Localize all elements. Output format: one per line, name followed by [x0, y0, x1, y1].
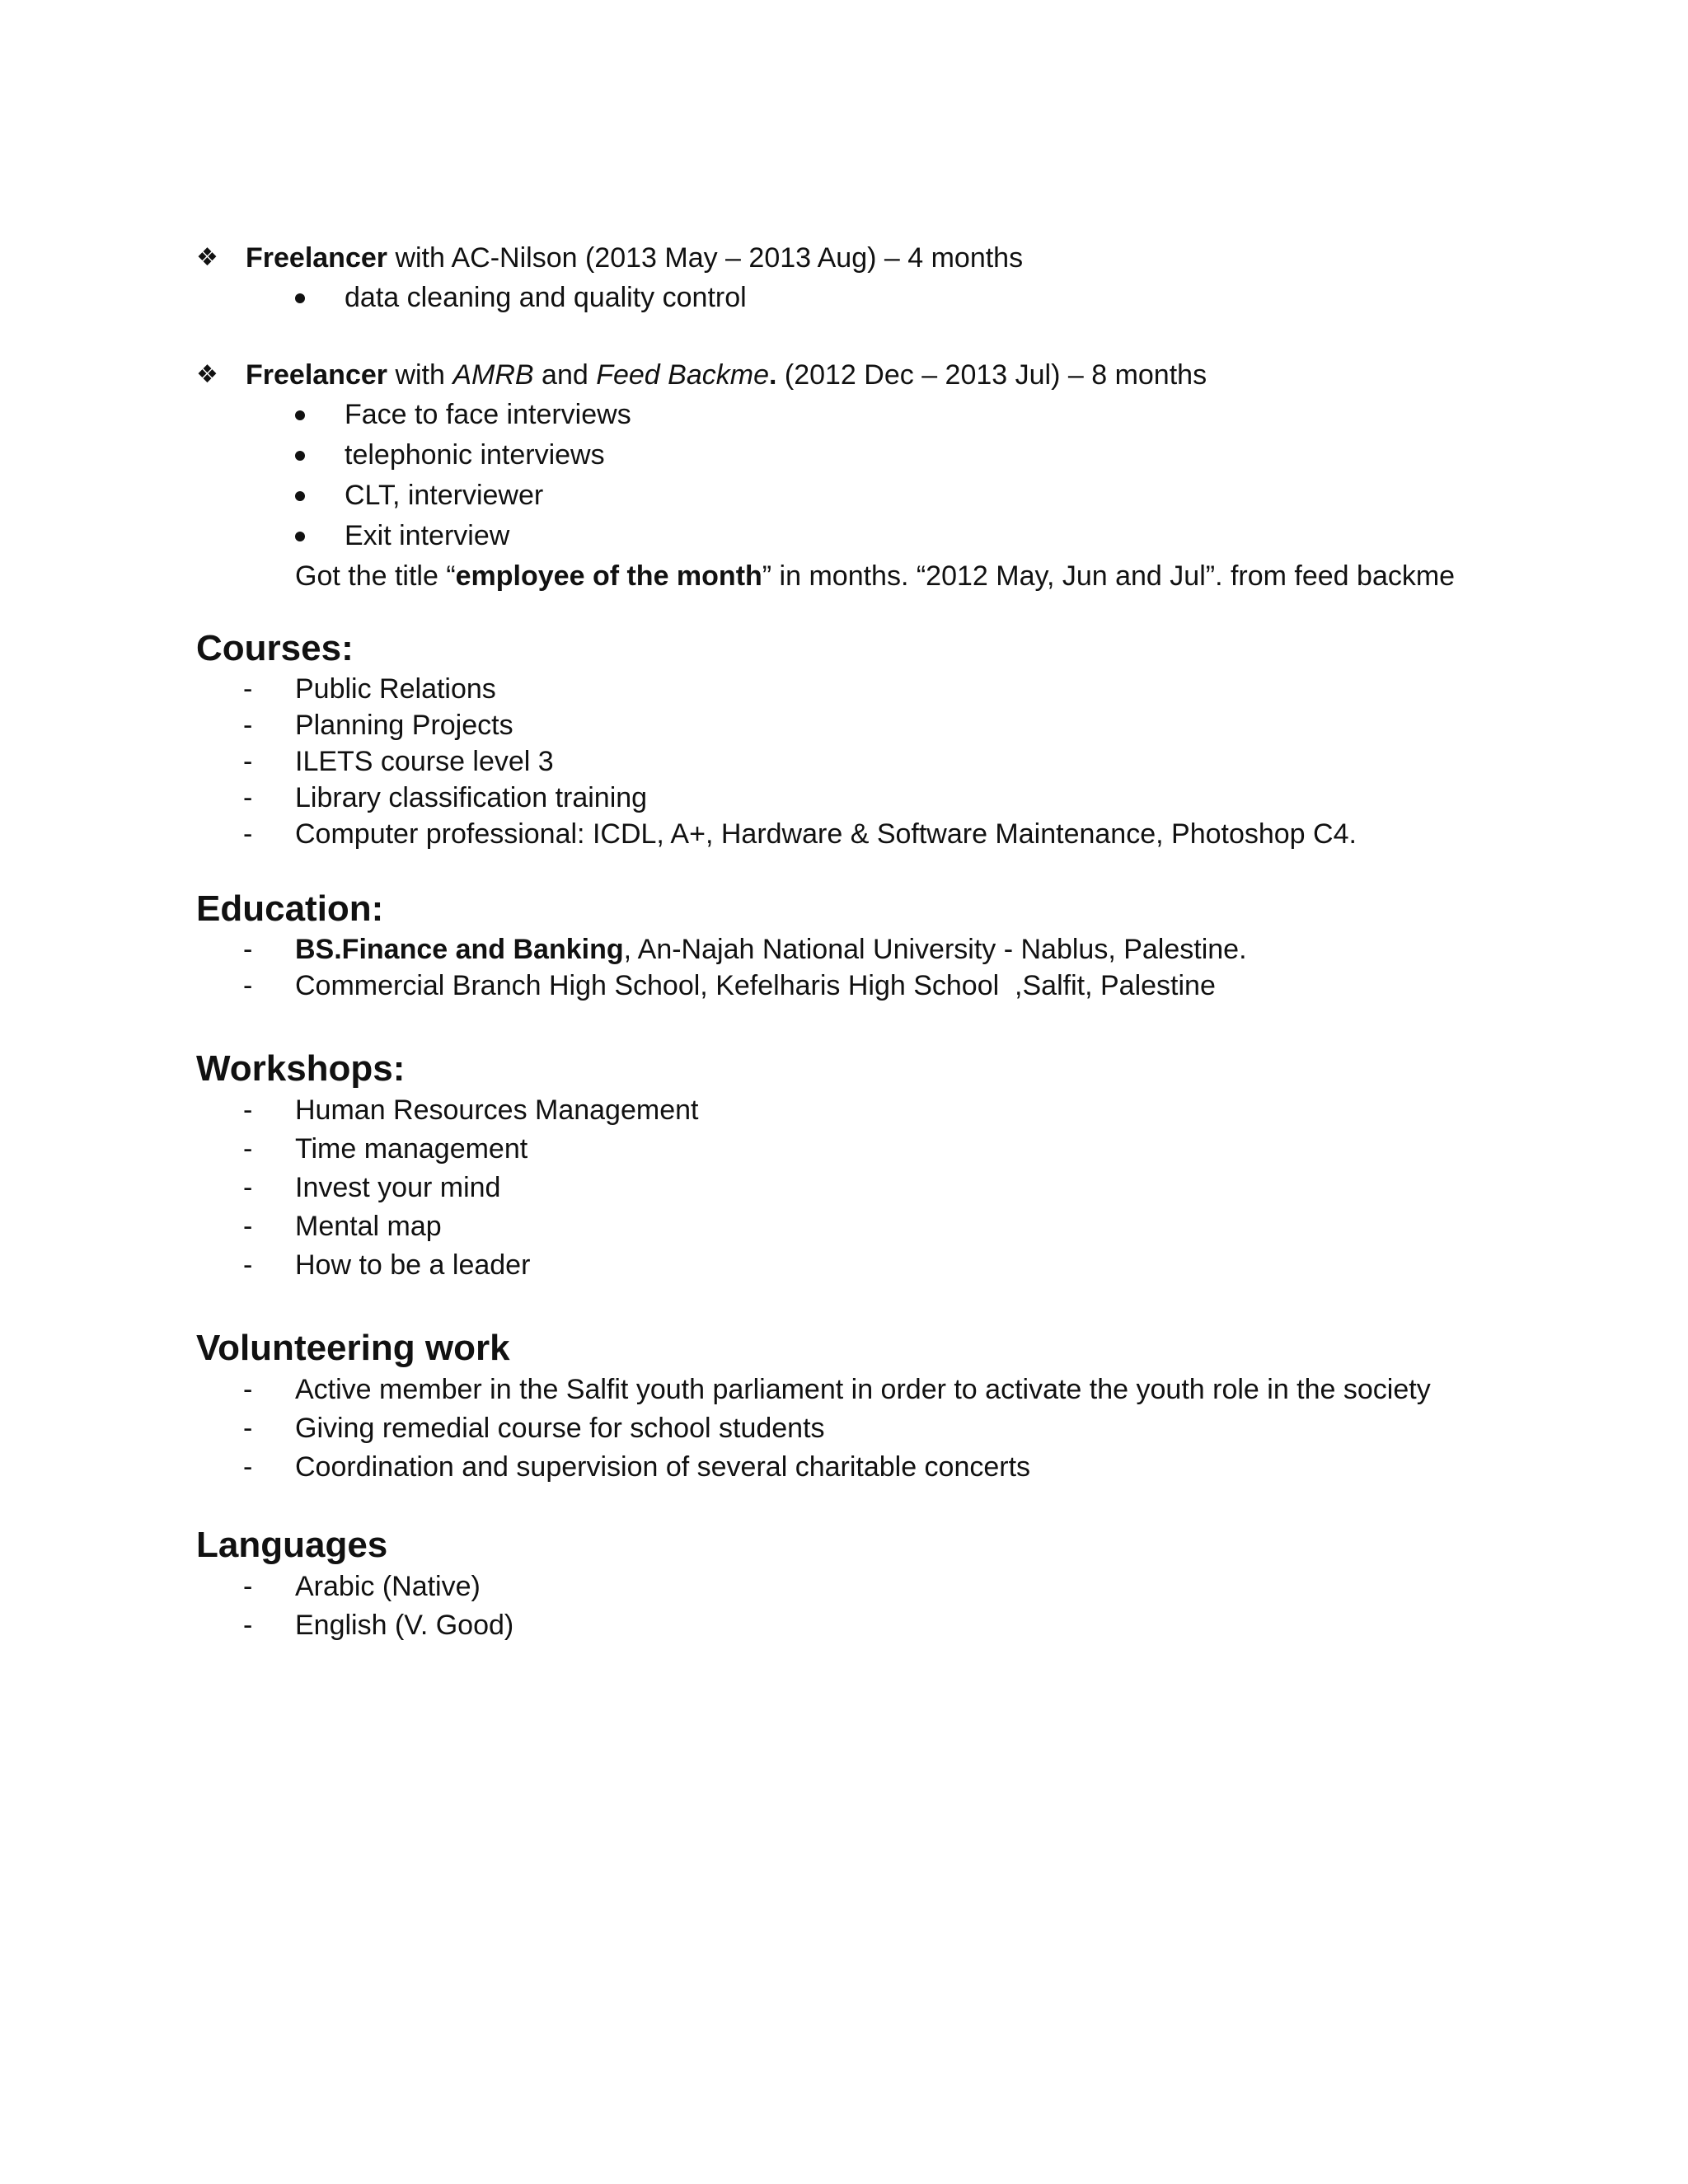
volunteering-section — [196, 1326, 1431, 1487]
list-item: - Coordination and supervision of several charitable concerts — [243, 1451, 1031, 1483]
list-item: - Invest your mind — [243, 1172, 501, 1203]
list-item: - Mental map — [243, 1211, 442, 1242]
resume-page: ❖ Freelancer with AC-Nilson (2013 May – 2013 Aug) – 4 months data cleaning and quality control ❖ Freelancer with AMRB and Feed Backme. (2012 Dec – 2013 Jul) – 8 months Face to face interviews telephonic interviews CLT, interviewer Exit interview Got the title “employee of the month” in months. “2012 May, Jun and Jul”. from feed backme Courses: - Public Relations - Planning Projects - ILETS course level 3 - Library classification training - Computer professional: ICDL, A+, Hardware & Software Maintenance, Photoshop C4. Education: - BS.Finance and Banking, An-Najah National University - Nablus, Palestine. - Commercial Branch High School, Kefelharis High School ,Salfit, Palestine Workshops: - Human Resources Management - Time management - Invest your mind - Mental map - How to be a leader Volunteering work - Active member in the Salfit youth parliament in order to activate the youth role in the society - Giving remedial course for school students - Coordination and supervision of several charitable concerts Languages - Arabic (Native) - English (V. Good) — [0, 0, 1688, 2184]
list-item: - English (V. Good) — [243, 1610, 514, 1641]
list-item: - Active member in the Salfit youth parliament in order to activate the youth role in the society — [243, 1374, 1431, 1405]
list-item: - Planning Projects — [243, 710, 513, 741]
list-item: - How to be a leader — [243, 1249, 531, 1281]
job-heading: Freelancer with AMRB and Feed Backme. (2012 Dec – 2013 Jul) – 8 months — [246, 359, 1207, 391]
section-title: Volunteering work — [196, 1328, 510, 1368]
list-item: - Human Resources Management — [243, 1094, 699, 1126]
list-item: - BS.Finance and Banking, An-Najah National University - Nablus, Palestine. — [243, 934, 1247, 965]
list-item: - Commercial Branch High School, Kefelharis High School ,Salfit, Palestine — [243, 970, 1216, 1001]
bullet-dot-icon — [295, 410, 305, 420]
bullet-dot-icon — [295, 451, 305, 461]
section-title: Workshops: — [196, 1048, 406, 1089]
workshops-section — [196, 1047, 699, 1285]
list-item: - Time management — [243, 1133, 528, 1165]
award-note: Got the title “employee of the month” in months. “2012 May, Jun and Jul”. from feed backme — [295, 560, 1456, 592]
languages-section — [196, 1523, 514, 1645]
section-title: Education: — [196, 888, 384, 929]
section-title: Courses: — [196, 628, 354, 668]
diamond-bullet-icon: ❖ — [196, 360, 218, 389]
volunteering-list — [196, 1371, 1431, 1487]
list-item: - ILETS course level 3 — [243, 746, 554, 777]
courses-section — [196, 626, 1357, 852]
list-item: - Giving remedial course for school students — [243, 1413, 825, 1444]
education-section — [196, 887, 1247, 1004]
section-title: Languages — [196, 1525, 388, 1565]
workshops-list — [196, 1091, 699, 1285]
languages-list — [196, 1568, 514, 1645]
bullet-dot-icon — [295, 293, 305, 303]
list-item: - Library classification training — [243, 782, 648, 813]
bullet-dot-icon — [295, 532, 305, 541]
list-item: - Arabic (Native) — [243, 1571, 481, 1602]
bullet-dot-icon — [295, 491, 305, 501]
list-item: - Computer professional: ICDL, A+, Hardware & Software Maintenance, Photoshop C4. — [243, 818, 1357, 850]
job-heading: Freelancer with AC-Nilson (2013 May – 2013 Aug) – 4 months — [246, 242, 1024, 274]
list-item: - Public Relations — [243, 673, 496, 705]
courses-list — [196, 671, 1357, 852]
diamond-bullet-icon: ❖ — [196, 243, 218, 272]
education-list — [196, 931, 1247, 1004]
